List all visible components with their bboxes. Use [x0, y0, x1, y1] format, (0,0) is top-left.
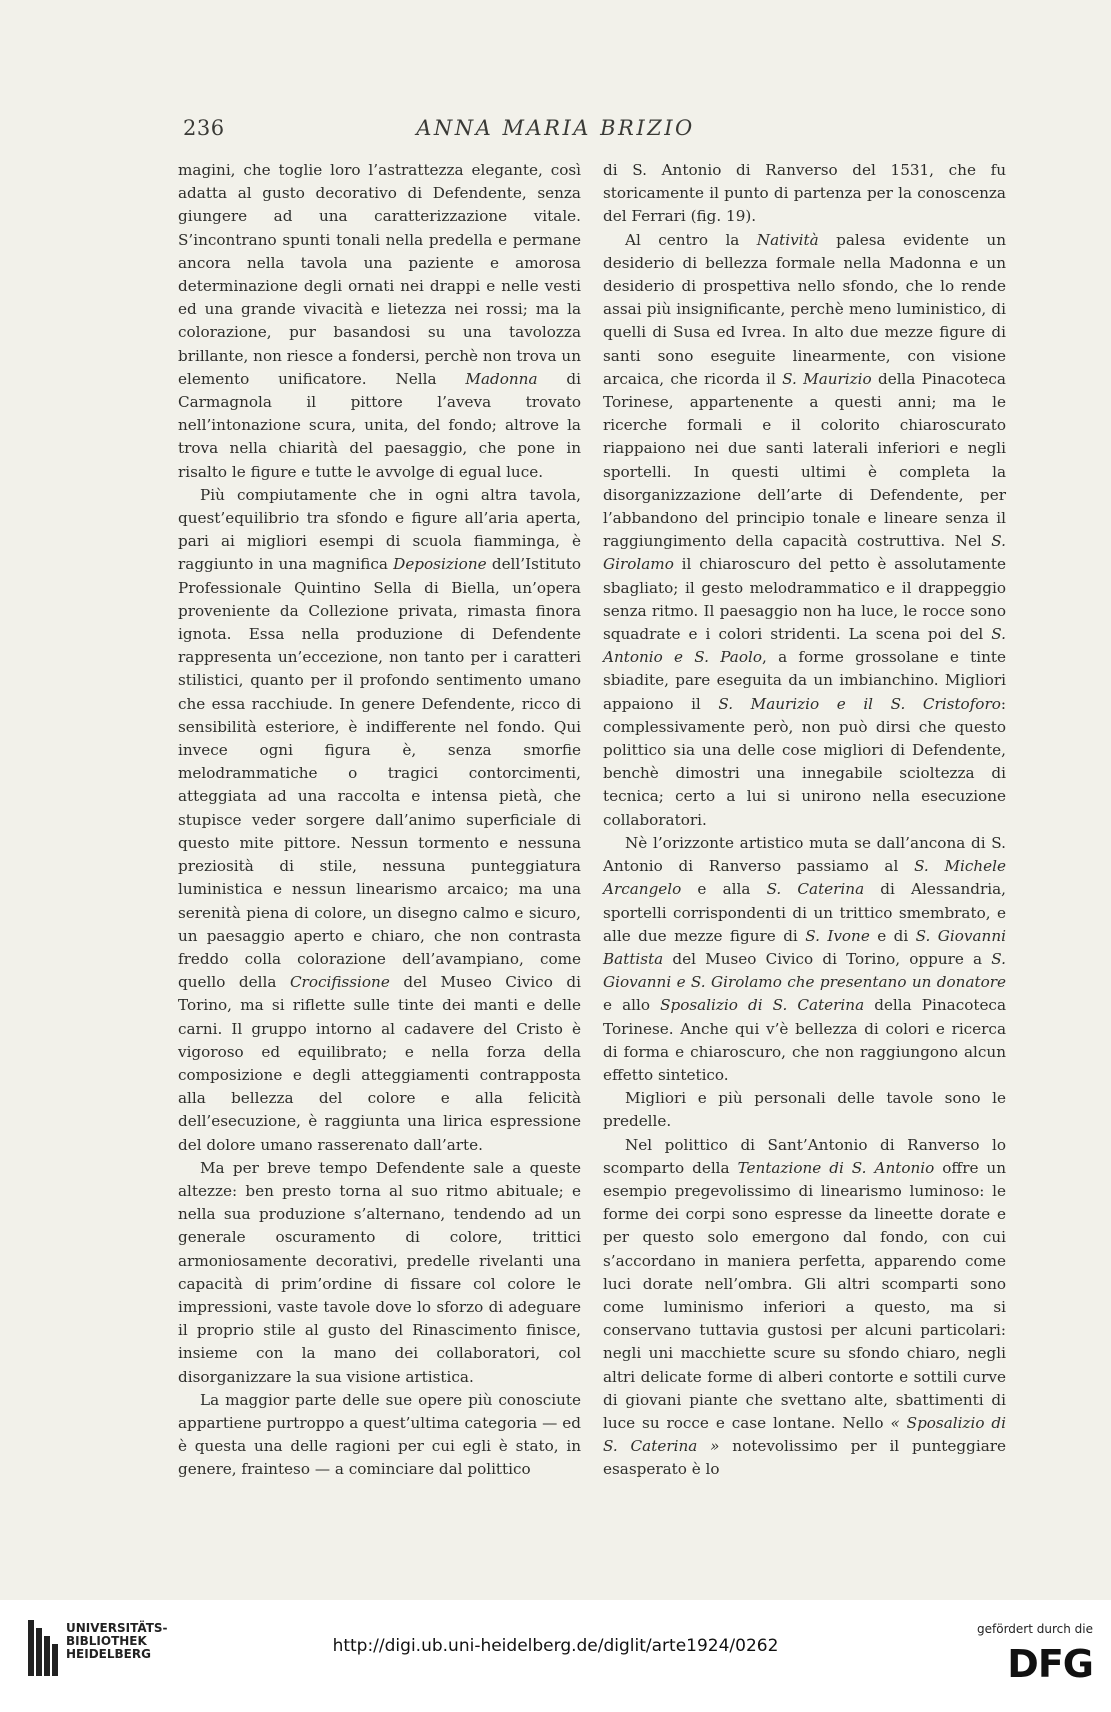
text-run: e di [869, 926, 916, 945]
library-name-line: UNIVERSITÄTS- [66, 1621, 168, 1635]
text-run: del Museo Civico di Torino, ma si riflette sulle tinte dei manti e delle carni. Il gruppo intorno al cadavere del Cristo è vigoroso ed equilibrato; e nella forza della composizione e degli atteggiamenti contrapposta alla bellezza del colore e alla felicità dell’esecuzione, è raggiunta una lirica espressione del dolore umano rasserenato dall’arte. [178, 973, 582, 1154]
italic-title: Tentazione di S. Antonio [737, 1158, 935, 1177]
text-run: dell’Istituto Professionale Quintino Sella di Biella, un’opera proveniente da Collezione privata, rimasta finora ignota. Essa nella produzione di Defendente rappresenta un’eccezione, non tanto per i caratteri stilistici, quanto per il profondo sentimento umano che essa racchiude. In genere Defendente, ricco di sensibilità esteriore, è indifferente nel fondo. Qui invece ogni figura è, senza smorfie melodrammatiche o tragici contorcimenti, atteggiata ad una raccolta e intensa pietà, che stupisce veder sorgere dall’animo superficiale di questo mite pittore. Nessun tormento e nessuna preziosità di stile, nessuna punteggiatura luministica e nessun linearismo arcaico; ma una serenità piena di colore, un disegno calmo e sicuro, un paesaggio aperto e chiaro, che non contrasta freddo colla colorazione dell’avampiano, come quello della [178, 555, 581, 992]
library-name-line: HEIDELBERG [66, 1647, 151, 1661]
text-run: , a forme grossolane e tinte sbiadite, pare eseguita da un imbianchino. Migliori appaiono il [603, 648, 1006, 713]
italic-title: S. Caterina [766, 880, 865, 899]
text-run: di S. Antonio di Ranverso del 1531, che fu storicamente il punto di partenza per la conoscenza del Ferrari (fig. 19). [603, 161, 1006, 226]
paragraph [603, 832, 1006, 1087]
paragraph [603, 1134, 1006, 1482]
italic-title: S. Ivone [805, 926, 870, 945]
text-run: di Carmagnola il pittore l’aveva trovato nell’intonazione scura, unita, del fondo; altrove la trova nella chiarità del paesaggio, che pone in risalto le figure e tutte le avvolge di egual luce. [178, 369, 581, 481]
text-run: il chiaroscuro del petto è assolutamente sbagliato; il gesto melodrammatico e il drappeggio senza ritmo. Il paesaggio non ha luce, le rocce sono squadrate e i colori stridenti. La scena poi del [603, 555, 1006, 644]
text-run: Migliori e più personali delle tavole sono le predelle. [603, 1089, 1006, 1131]
permalink-url[interactable]: http://digi.ub.uni-heidelberg.de/diglit/arte1924/0262 [332, 1636, 779, 1656]
italic-title: Sposalizio di S. Caterina [660, 996, 865, 1015]
page-number: 236 [183, 116, 225, 140]
italic-title: Deposizione [393, 555, 487, 574]
funder-caption: gefördert durch die [977, 1622, 1093, 1636]
text-run: offre un esempio pregevolissimo di linearismo luminoso: le forme dei corpi sono espresse da lineette dorate e per questo solo emergono dal fondo, con cui s’accordano in maniera perfetta, apparendo come luci dorate nell’ombra. Gli altri scomparti sono come luminismo inferiori a questo, ma si conservano tuttavia gustosi per alcuni particolari: negli uni macchiette scure su sfondo chiaro, negli altri delicate forme di alberi contorte e sottili curve di giovani piante che svettano alte, sbattimenti di luce su rocce e case lontane. Nello [603, 1158, 1006, 1432]
library-name-line: BIBLIOTHEK [66, 1634, 147, 1648]
italic-title: S. Giovanni Battista [603, 926, 1006, 968]
italic-title: S. Maurizio [782, 369, 872, 388]
paragraph [178, 1389, 581, 1482]
paragraph [603, 229, 1006, 832]
text-run: e allo [603, 996, 661, 1015]
italic-title: « Sposalizio di S. Caterina » [603, 1413, 1006, 1456]
paragraph [178, 484, 581, 1157]
text-run: e alla [681, 880, 767, 899]
text-run: La maggior parte delle sue opere più conosciute appartiene purtroppo a quest’ultima categoria — ed è questa una delle ragioni per cui egli è stato, in genere, frainteso — a cominciare dal polittico [178, 1390, 581, 1479]
italic-title: S. Girolamo [603, 532, 1006, 574]
dfg-logo: DFG [1007, 1642, 1093, 1686]
paragraph [178, 1157, 581, 1389]
text-run: Nè l’orizzonte artistico muta se dall’ancona di S. Antonio di Ranverso passiamo al [603, 833, 1006, 876]
italic-title: S. Antonio e S. Paolo [603, 625, 1006, 667]
text-run: magini, che toglie loro l’astrattezza elegante, così adatta al gusto decorativo di Defendente, senza giungere ad una caratterizzazione vitale. S’incontrano spunti tonali nella predella e permane ancora nella tavola una paziente e amorosa determinazione degli ornati nei drappi e nelle vesti ed una grande vivacità e lietezza nei rossi; ma la colorazione, pur basandosi su una tavolozza brillante, non riesce a fondersi, perchè non trova un elemento unificatore. Nella [178, 161, 581, 388]
digitization-footer [0, 1600, 1111, 1712]
text-run: del Museo Civico di Torino, oppure a [663, 949, 992, 968]
italic-title: S. Giovanni e S. Girolamo che presentano un donatore [603, 949, 1006, 992]
paragraph [603, 159, 1006, 229]
text-run: Nel polittico di Sant’Antonio di Ranverso lo scomparto della [603, 1135, 1006, 1177]
italic-title: S. Michele Arcangelo [603, 857, 1006, 899]
text-run: della Pinacoteca Torinese. Anche qui v’è bellezza di colori e ricerca di forma e chiaroscuro, che non raggiungono alcun effetto sintetico. [603, 996, 1006, 1084]
text-run: della Pinacoteca Torinese, appartenente a questi anni; ma le ricerche formali e il colorito chiaroscurato riappaiono nei due santi laterali inferiori e negli sportelli. In questi ultimi è completa la disorganizzazione dell’arte di Defendente, per l’abbandono del principio tonale e lineare senza il raggiungimento della capacità costruttiva. Nel [603, 369, 1006, 551]
running-title: ANNA MARIA BRIZIO [416, 116, 695, 140]
text-column-left [178, 159, 581, 1482]
italic-title: S. Maurizio e il S. Cristoforo [718, 694, 1001, 713]
paragraph [603, 1087, 1006, 1133]
italic-title: Crocifissione [289, 973, 390, 992]
text-column-right [603, 159, 1006, 1482]
italic-title: Natività [756, 230, 819, 249]
text-run: di Alessandria, sportelli corrispondenti di un trittico smembrato, e alle due mezze figure di [603, 880, 1006, 945]
text-run: Al centro la [625, 230, 757, 249]
text-run: Più compiutamente che in ogni altra tavola, quest’equilibrio tra sfondo e figure all’aria aperta, pari ai migliori esempi di scuola fiamminga, è raggiunto in una magnifica [178, 485, 581, 574]
text-run: Ma per breve tempo Defendente sale a queste altezze: ben presto torna al suo ritmo abituale; e nella sua produzione s’alternano, tendendo ad un generale oscuramento di colore, trittici armoniosamente decorativi, predelle rivelanti una capacità di prim’ordine di fissare col colore le impressioni, vaste tavole dove lo sforzo di adeguare il proprio stile al gusto del Rinascimento finisce, insieme con la mano dei collaboratori, col disorganizzare la sua visione artistica. [178, 1158, 581, 1386]
text-run: palesa evidente un desiderio di bellezza formale nella Madonna e un desiderio di prospettiva nello sfondo, che lo rende assai più insignificante, perchè meno luministico, di quelli di Susa ed Ivrea. In alto due mezze figure di santi sono eseguite linearmente, con visione arcaica, che ricorda il [603, 230, 1006, 388]
text-run: notevolissimo per il punteggiare esasperato è lo [603, 1437, 1007, 1479]
italic-title: Madonna [465, 369, 538, 388]
text-run: : complessivamente però, non può dirsi che questo polittico sia una delle cose migliori di Defendente, benchè dimostri una innegabile scioltezza di tecnica; certo a lui si unirono nella esecuzione collaboratori. [603, 694, 1006, 829]
paragraph [178, 159, 581, 484]
